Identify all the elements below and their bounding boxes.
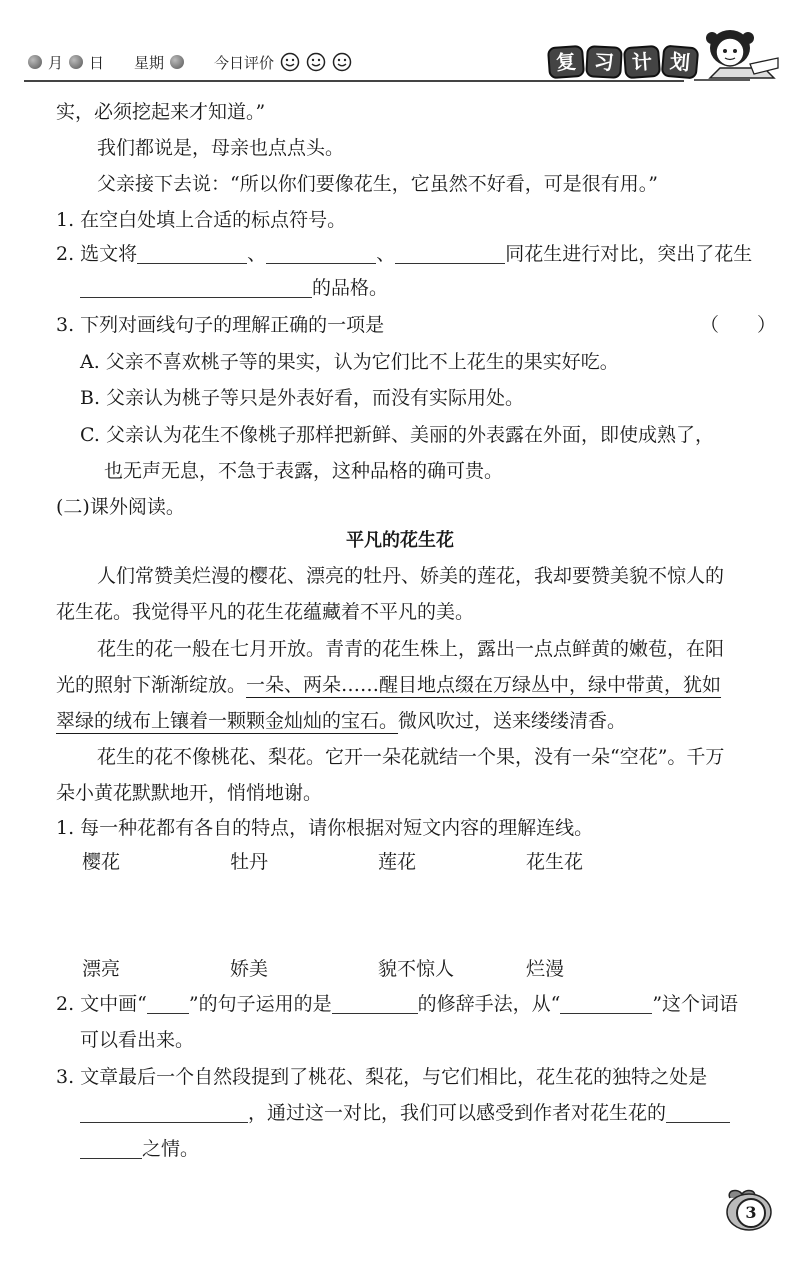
section-heading: (二)课外阅读。 xyxy=(56,496,185,518)
day-label: 日 xyxy=(89,53,105,72)
underlined-sentence: 一朵、两朵……醒目地点缀在万绿丛中，绿中带黄，犹如 xyxy=(246,674,722,696)
paragraph-line: 人们常赞美烂漫的樱花、漂亮的牡丹、娇美的莲花，我却要赞美貌不惊人的 xyxy=(97,565,725,587)
reading-question-1: 1. 每一种花都有各自的特点，请你根据对短文内容的理解连线。 xyxy=(56,817,594,839)
question-text: ，通过这一对比，我们可以感受到作者对花生花的 xyxy=(248,1102,667,1124)
paragraph-line xyxy=(56,705,626,737)
title-char: 复 xyxy=(547,45,585,79)
answer-blank[interactable] xyxy=(147,991,189,1014)
page-number-badge xyxy=(716,1186,774,1236)
month-label: 月 xyxy=(48,53,64,72)
paragraph-line: 花生的花不像桃花、梨花。它开一朵花就结一个果，没有一朵“空花”。千万 xyxy=(97,746,725,768)
question-text: 、 xyxy=(376,243,396,265)
question-2 xyxy=(56,238,752,270)
question-2-cont xyxy=(80,272,388,304)
paragraph-line xyxy=(56,669,721,701)
question-1: 1. 在空白处填上合适的标点符号。 xyxy=(56,209,347,231)
flower-item[interactable]: 牡丹 xyxy=(230,851,269,873)
text-line: 我们都说是，母亲也点点头。 xyxy=(97,137,345,159)
answer-blank[interactable] xyxy=(395,241,505,264)
flower-item[interactable]: 莲花 xyxy=(378,851,417,873)
article-title: 平凡的花生花 xyxy=(346,530,454,551)
question-3: 3. 下列对画线句子的理解正确的一项是 xyxy=(56,314,385,336)
paragraph-text: 微风吹过，送来缕缕清香。 xyxy=(398,710,627,732)
answer-blank[interactable] xyxy=(332,991,418,1014)
answer-blank[interactable] xyxy=(80,1100,248,1123)
option-c-cont: 也无声无息，不急于表露，这种品格的确可贵。 xyxy=(104,460,504,482)
flower-item[interactable]: 花生花 xyxy=(526,851,584,873)
answer-blank[interactable] xyxy=(266,241,376,264)
answer-blank[interactable] xyxy=(666,1100,730,1123)
question-text: 的品格。 xyxy=(312,277,389,299)
paragraph-line: 花生花。我觉得平凡的花生花蕴藏着不平凡的美。 xyxy=(56,601,475,623)
rating-label: 今日评价 xyxy=(214,53,275,72)
title-char: 习 xyxy=(585,45,623,79)
text-line: 实，必须挖起来才知道。” xyxy=(56,101,266,123)
reading-question-2-cont: 可以看出来。 xyxy=(80,1029,195,1051)
option-b: B. 父亲认为桃子等只是外表好看，而没有实际用处。 xyxy=(80,387,525,409)
paragraph-line: 花生的花一般在七月开放。青青的花生株上，露出一点点鲜黄的嫩苞，在阳 xyxy=(97,638,725,660)
text-line: 父亲接下去说：“所以你们要像花生，它虽然不好看，可是很有用。” xyxy=(97,173,658,195)
title-char: 计 xyxy=(623,45,661,79)
answer-blank[interactable] xyxy=(80,275,312,298)
paragraph-line: 朵小黄花默默地开，悄悄地谢。 xyxy=(56,782,323,804)
paragraph-text: 光的照射下渐渐绽放。 xyxy=(56,674,247,696)
question-text: 之情。 xyxy=(142,1138,200,1160)
reading-question-3-cont xyxy=(80,1133,199,1165)
answer-blank[interactable] xyxy=(560,991,652,1014)
reading-question-2 xyxy=(56,988,738,1020)
title-char: 划 xyxy=(661,44,700,79)
question-text: 2. 文中画“ xyxy=(56,993,147,1015)
reading-question-3: 3. 文章最后一个自然段提到了桃花、梨花，与它们相比，花生花的独特之处是 xyxy=(56,1066,708,1088)
question-text: 同花生进行对比，突出了花生 xyxy=(505,243,753,265)
trait-item[interactable]: 漂亮 xyxy=(82,958,121,980)
trait-item[interactable]: 娇美 xyxy=(230,958,269,980)
question-text: 、 xyxy=(247,243,267,265)
question-text: 2. 选文将 xyxy=(56,243,138,265)
question-text: 的修辞手法，从“ xyxy=(417,993,561,1015)
option-c: C. 父亲认为花生不像桃子那样把新鲜、美丽的外表露在外面，即使成熟了， xyxy=(80,424,714,446)
answer-blank[interactable] xyxy=(137,241,247,264)
option-a: A. 父亲不喜欢桃子等的果实，认为它们比不上花生的果实好吃。 xyxy=(80,351,619,373)
question-text: ”的句子运用的是 xyxy=(188,993,332,1015)
trait-item[interactable]: 烂漫 xyxy=(526,958,565,980)
reading-question-3-cont xyxy=(80,1097,730,1129)
answer-blank[interactable] xyxy=(80,1136,142,1159)
page-number: 3 xyxy=(736,1198,766,1228)
weekday-label: 星期 xyxy=(134,53,165,72)
question-text: ”这个词语 xyxy=(652,993,739,1015)
underlined-sentence: 翠绿的绒布上镶着一颗颗金灿灿的宝石。 xyxy=(56,710,399,732)
answer-bracket[interactable]: （ ） xyxy=(700,314,777,336)
flower-item[interactable]: 樱花 xyxy=(82,851,121,873)
trait-item[interactable]: 貌不惊人 xyxy=(378,958,455,980)
